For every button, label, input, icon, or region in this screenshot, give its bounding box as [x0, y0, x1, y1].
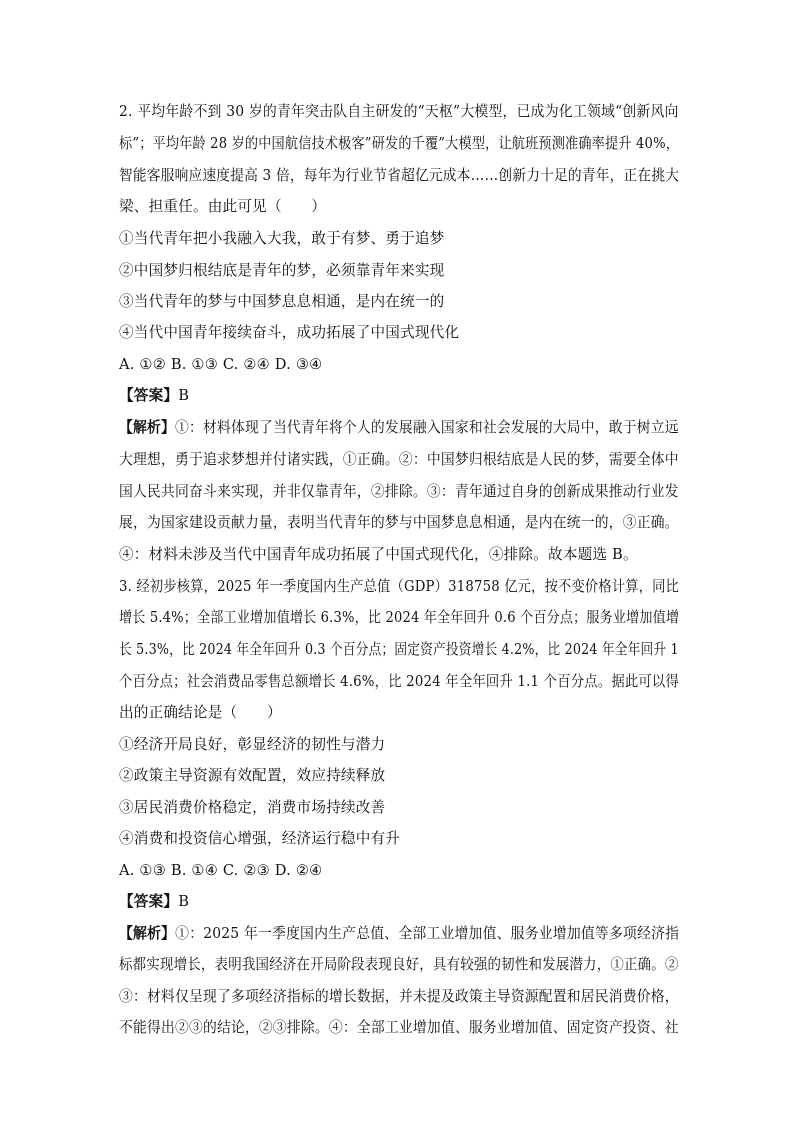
q2-answer	[119, 386, 189, 406]
q3-option-2: ②政策主导资源有效配置，效应持续释放	[119, 767, 386, 784]
q3-analysis-line-3: ③：材料仅呈现了多项经济指标的增长数据，并未提及政策主导资源配置和居民消费价格，	[119, 988, 679, 1005]
q2-analysis-text-1: ①：材料体现了当代青年将个人的发展融入国家和社会发展的大局中，敢于树立远	[174, 419, 679, 436]
q2-analysis-line-2: 大理想，勇于追求梦想并付诸实践，①正确。②：中国梦归根结底是人民的梦，需要全体中	[119, 451, 679, 468]
q3-analysis-text-1: ①：2025 年一季度国内生产总值、全部工业增加值、服务业增加值等多项经济指	[175, 925, 680, 942]
q2-option-4: ④当代中国青年接续奋斗，成功拓展了中国式现代化	[119, 324, 460, 341]
q3-choices: A. ①③ B. ①④ C. ②③ D. ②④	[119, 862, 323, 879]
q3-stem-line-5: 出的正确结论是（ ）	[119, 704, 282, 721]
q2-analysis-line-3: 国人民共同奋斗来实现，并非仅靠青年，②排除。③：青年通过自身的创新成果推动行业发	[119, 483, 679, 500]
q2-option-1: ①当代青年把小我融入大我，敢于有梦、勇于追梦	[119, 230, 445, 247]
q3-stem-line-2: 增长 5.4%；全部工业增加值增长 6.3%，比 2024 年全年回升 0.6 个百分点；服务业增加值增	[119, 609, 680, 626]
q3-answer-value: B	[178, 893, 190, 910]
q3-stem-line-4: 个百分点；社会消费品零售总额增长 4.6%，比 2024 年全年回升 1.1 个百分点。据此可以得	[119, 673, 680, 690]
q3-analysis-line-2: 标都实现增长，表明我国经济在开局阶段表现良好，具有较强的韧性和发展潜力，①正确。②	[119, 956, 679, 973]
q2-stem-line-2: 标”；平均年龄 28 岁的中国航信技术极客”研发的千覆”大模型，让航班预测准确率提升 40%，	[119, 135, 680, 152]
q3-stem-line-3: 长 5.3%，比 2024 年全年回升 0.3 个百分点；固定资产投资增长 4.2%，比 2024 年全年回升 1	[119, 641, 679, 658]
q3-answer	[119, 892, 189, 912]
q3-analysis-line-4: 不能得出②③的结论，②③排除。④：全部工业增加值、服务业增加值、固定资产投资、社	[119, 1019, 679, 1036]
q2-choices: A. ①② B. ①③ C. ②④ D. ③④	[119, 356, 323, 373]
q3-option-4: ④消费和投资信心增强，经济运行稳中有升	[119, 830, 401, 847]
q2-answer-label: 【答案】	[119, 387, 179, 404]
q2-analysis-line-5: ④：材料未涉及当代中国青年成功拓展了中国式现代化，④排除。故本题选 B。	[119, 546, 638, 563]
q3-answer-label: 【答案】	[119, 893, 179, 910]
q2-stem-line-4: 梁、担重任。由此可见（ ）	[119, 198, 327, 215]
q3-option-3: ③居民消费价格稳定，消费市场持续改善	[119, 799, 386, 816]
q3-analysis-label: 【解析】	[119, 925, 176, 942]
q2-analysis-line-4: 展，为国家建设贡献力量，表明当代青年的梦与中国梦息息相通，是内在统一的，③正确。	[119, 514, 679, 531]
q2-analysis-label: 【解析】	[119, 419, 175, 436]
q3-analysis-line-1	[119, 924, 680, 944]
q2-analysis-line-1	[119, 418, 679, 438]
q2-answer-value: B	[178, 387, 190, 404]
q2-stem-line-3: 智能客服响应速度提高 3 倍，每年为行业节省超亿元成本……创新力十足的青年，正在挑大	[119, 167, 680, 184]
q3-option-1: ①经济开局良好，彰显经济的韧性与潜力	[119, 736, 386, 753]
q2-option-3: ③当代青年的梦与中国梦息息相通，是内在统一的	[119, 293, 445, 310]
q2-stem-line-1: 2. 平均年龄不到 30 岁的青年突击队自主研发的“天枢”大模型，已成为化工领域“创新风向	[119, 103, 679, 120]
q3-stem-line-1: 3. 经初步核算，2025 年一季度国内生产总值（GDP）318758 亿元，按不变价格计算，同比	[119, 578, 680, 595]
q2-option-2: ②中国梦归根结底是青年的梦，必须靠青年来实现	[119, 262, 445, 279]
